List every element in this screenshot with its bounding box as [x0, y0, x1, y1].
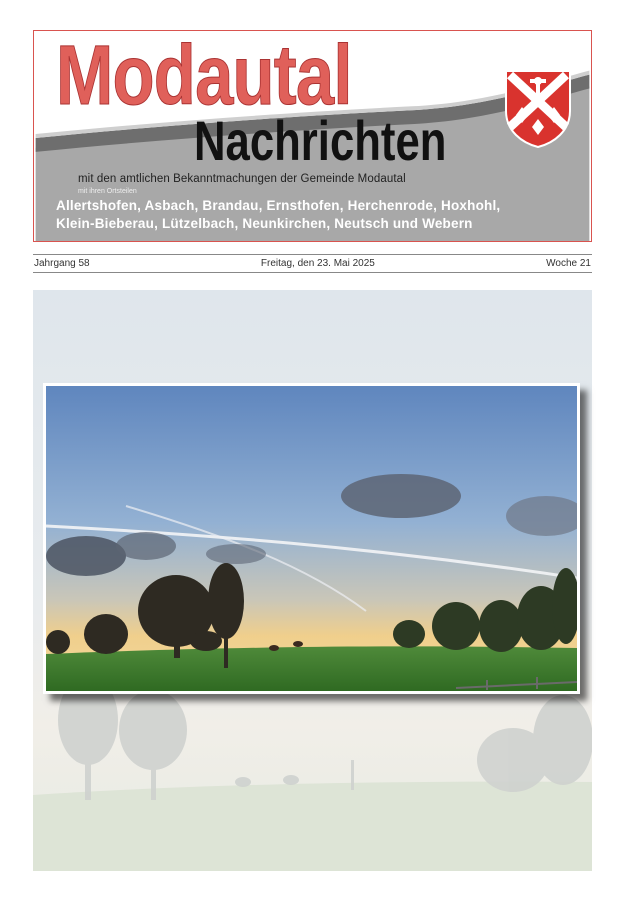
villages-line-2: Klein-Bieberau, Lützelbach, Neunkirchen, Neutsch und Webern: [56, 216, 473, 231]
masthead-villages: [56, 197, 576, 233]
villages-line-1: Allertshofen, Asbach, Brandau, Ernsthofen, Herchenrode, Hoxhohl,: [56, 198, 501, 213]
municipal-crest-icon: [502, 67, 574, 149]
issue-volume: Jahrgang 58: [34, 258, 90, 269]
issue-info-bar: [33, 254, 592, 273]
issue-week: Woche 21: [546, 258, 591, 269]
cover-photo: [43, 383, 580, 694]
sunset-meadow-photo-icon: [46, 386, 577, 691]
masthead-title-modautal: Modautal: [56, 30, 352, 122]
masthead-subtitle: mit den amtlichen Bekanntmachungen der Gemeinde Modautal: [78, 173, 406, 185]
masthead-title-nachrichten: Nachrichten: [194, 109, 447, 172]
masthead-subsubtitle: mit ihren Ortsteilen: [78, 188, 137, 195]
masthead: [33, 30, 592, 242]
issue-date: Freitag, den 23. Mai 2025: [260, 258, 375, 269]
